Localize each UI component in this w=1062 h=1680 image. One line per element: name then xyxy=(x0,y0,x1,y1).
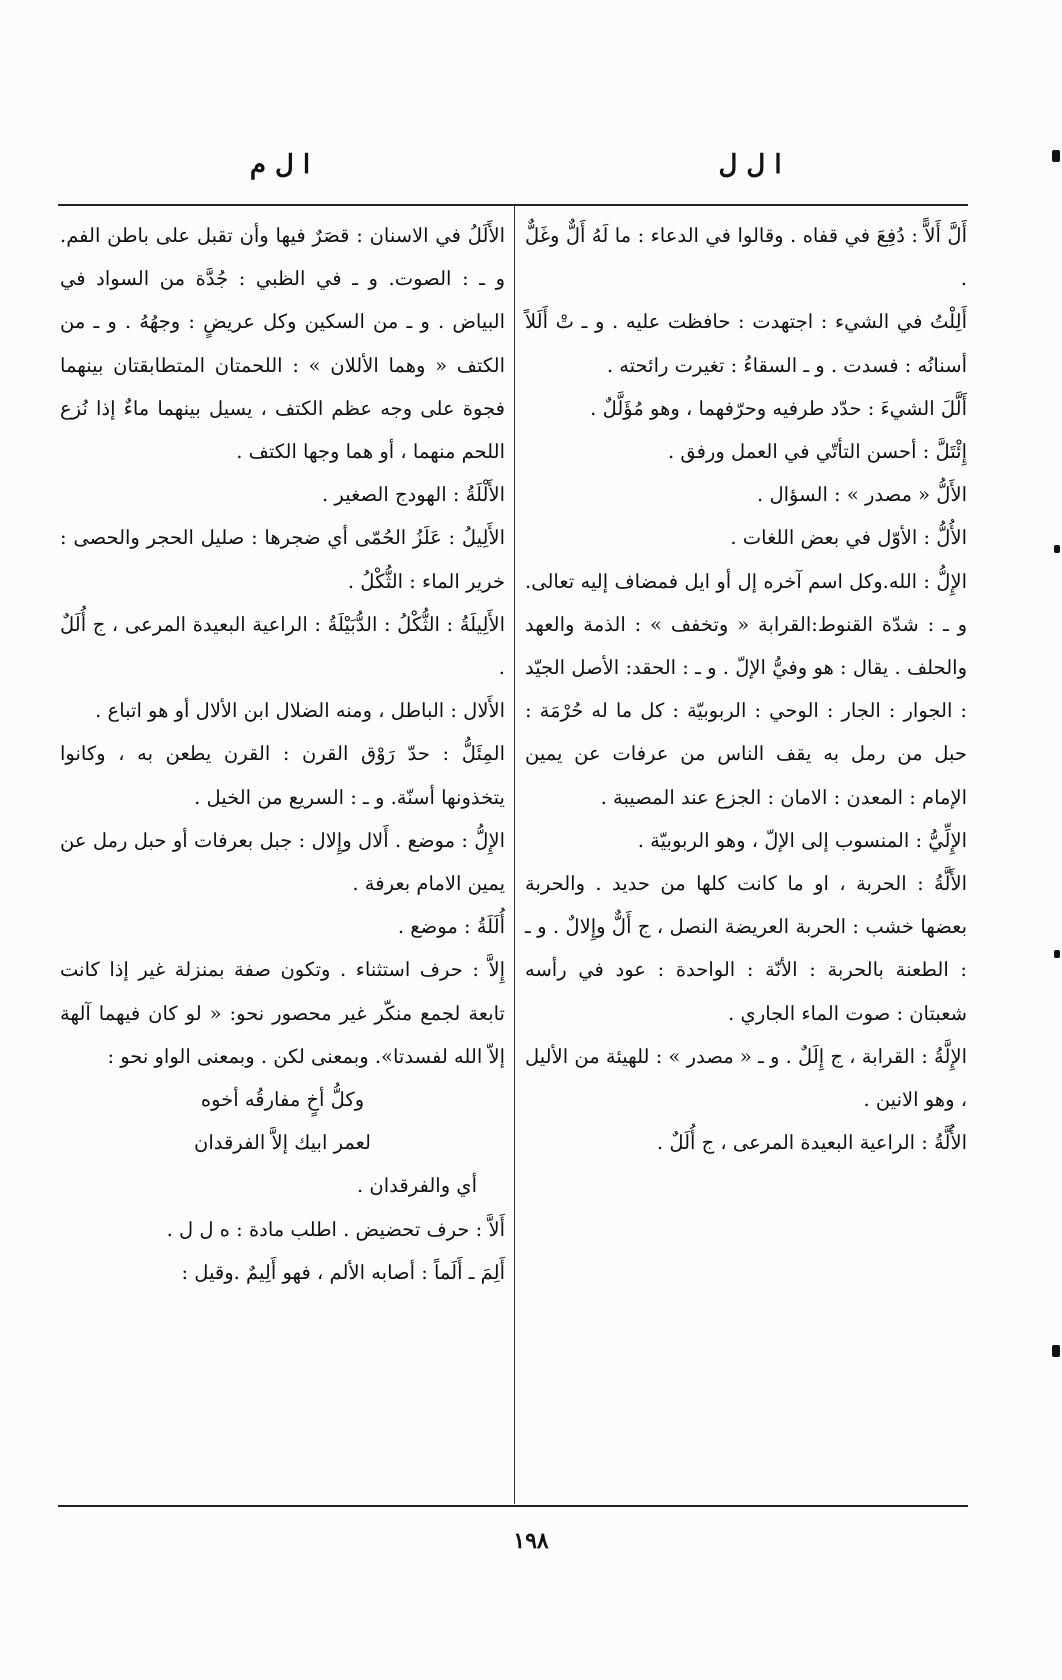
entry: الأَلُّ « مصدر » : السؤال . xyxy=(757,483,967,507)
verse-line-1: وكلُّ أخٍ مفارقُه أخوه xyxy=(200,1088,365,1112)
verse-line-2: لعمر ابيك إلاَّ الفرقدان xyxy=(194,1131,371,1155)
entry: الأُلُّ : الأوّل في بعض اللغات . xyxy=(730,526,967,550)
right-column-header: ا ل ل xyxy=(718,150,782,180)
entry: الأَلَّةُ : الحربة ، او ما كانت كلها من حديد . والحربة بعضها خشب : الحربة العريضة النصل ، ج أَلٌّ وإِلالٌ . و ـ : الطعنة بالحربة : الأنّة : الواحدة : عود في رأسه شعبتان : صوت الماء الجاري . xyxy=(525,872,967,1025)
entry: أَلِمَ ـ أَلَماً : أصابه الألم ، فهو أَلِيمٌ .وقيل : xyxy=(181,1260,505,1284)
entry: الأَلِيلُ : عَلَزُ الحُمّى أي ضجرها : صليل الحجر والحصى : خرير الماء : الثُّكْلُ . xyxy=(60,526,505,593)
entry: الأَلْلَةُ : الهودج الصغير . xyxy=(322,483,505,507)
entry: إِئْتَلَّ : أحسن التأتّي في العمل ورفق . xyxy=(667,440,967,464)
page-number: ١٩٨ xyxy=(513,1528,549,1554)
left-column-header: ا ل م xyxy=(249,150,311,180)
bottom-rule xyxy=(58,1505,968,1507)
entry: المِئَلُّ : حدّ رَوْق القرن : القرن يطعن به ، وكانوا يتخذونها أسنّة. و ـ : السريع من الخيل . xyxy=(60,742,505,809)
margin-mark xyxy=(1052,150,1060,162)
entry: أَلَّلَ الشيءَ : حدّد طرفيه وحرّفهما ، وهو مُؤَلَّلٌ . xyxy=(590,396,967,420)
entry: الإِلُّ : موضع . أَلال وإِلال : جبل بعرفات أو حبل رمل عن يمين الامام بعرفة . xyxy=(60,828,505,896)
entry: الأَلِيلَةُ : الثُّكْلُ : الدُّبَيْلَةُ : الراعية البعيدة المرعى ، ج أُلَلٌ . xyxy=(60,612,505,680)
entry: أَلاَّ : حرف تحضيض . اطلب مادة : ه ل ل . xyxy=(166,1217,505,1241)
entry: أُلَلَةُ : موضع . xyxy=(397,915,505,939)
margin-mark xyxy=(1054,950,1060,958)
margin-mark xyxy=(1052,1345,1060,1357)
entry: الإِلُّ : الله.وكل اسم آخره إل أو ايل فمضاف إليه تعالى. و ـ : شدّة القنوط:القرابة « وتخفف » : الذمة والعهد والحلف . يقال : هو وفيُّ الإلّ . و ـ : الحقد: الأصل الجيّد : الجوار : الجار : الوحي : الربوبيّة : كل ما له حُرْمَة : حبل من رمل به يقف الناس من عرفات عن يمين الإمام : المعدن : الامان : الجزع عند المصيبة . xyxy=(525,569,967,809)
entry: إِلاَّ : حرف استثناء . وتكون صفة بمنزلة غير إذا كانت تابعة لجمع منكّر غير محصور نحو: « لو كان فيهما آلهة إلاّ الله لفسدتا». وبمعنى لكن . وبمعنى الواو نحو : xyxy=(60,958,505,1068)
margin-mark xyxy=(1054,545,1060,553)
entry: أَلِلْتُ في الشيء : اجتهدت : حافظت عليه . و ـ تْ أَلَلاً أسنانُه : فسدت . و ـ السقاءُ : تغيرت رائحته . xyxy=(525,310,967,377)
entry: أي والفرقدان . xyxy=(357,1174,477,1198)
top-rule xyxy=(58,204,968,206)
column-divider xyxy=(514,204,515,1504)
entry: الأَلال : الباطل ، ومنه الضلال ابن الألال أو هو اتباع . xyxy=(95,699,505,723)
entry: الأَلَلُ في الاسنان : قصَرٌ فيها وأن تقبل على باطن الفم. و ـ : الصوت. و ـ في الظبي : جُدَّة من السواد في البياض . و ـ من السكين وكل عريضٍ : وجهُهُ . و ـ من الكتف « وهما الأللان » : اللحمتان المتطابقتان بينهما فجوة على وجه عظم الكتف ، يسيل بينهما ماءٌ إذا نُزع اللحم منهما ، أو هما وجها الكتف . xyxy=(60,224,505,464)
left-column xyxy=(60,214,505,1294)
right-column xyxy=(525,214,967,1164)
entry: أَلَّ أَلاًّ : دُفِعَ في قفاه . وقالوا في الدعاء : ما لَهُ أَلٌّ وغَلٌّ . xyxy=(525,224,967,291)
entry: الأُلَّةُ : الراعية البعيدة المرعى ، ج أُلَلٌ . xyxy=(656,1131,967,1155)
entry: الإِلِّيُّ : المنسوب إلى الإلّ ، وهو الربوبيّة . xyxy=(637,828,967,852)
entry: الإِلَّةُ : القرابة ، ج إِلَلٌ . و ـ « مصدر » : للهيئة من الأليل ، وهو الانين . xyxy=(525,1044,967,1112)
